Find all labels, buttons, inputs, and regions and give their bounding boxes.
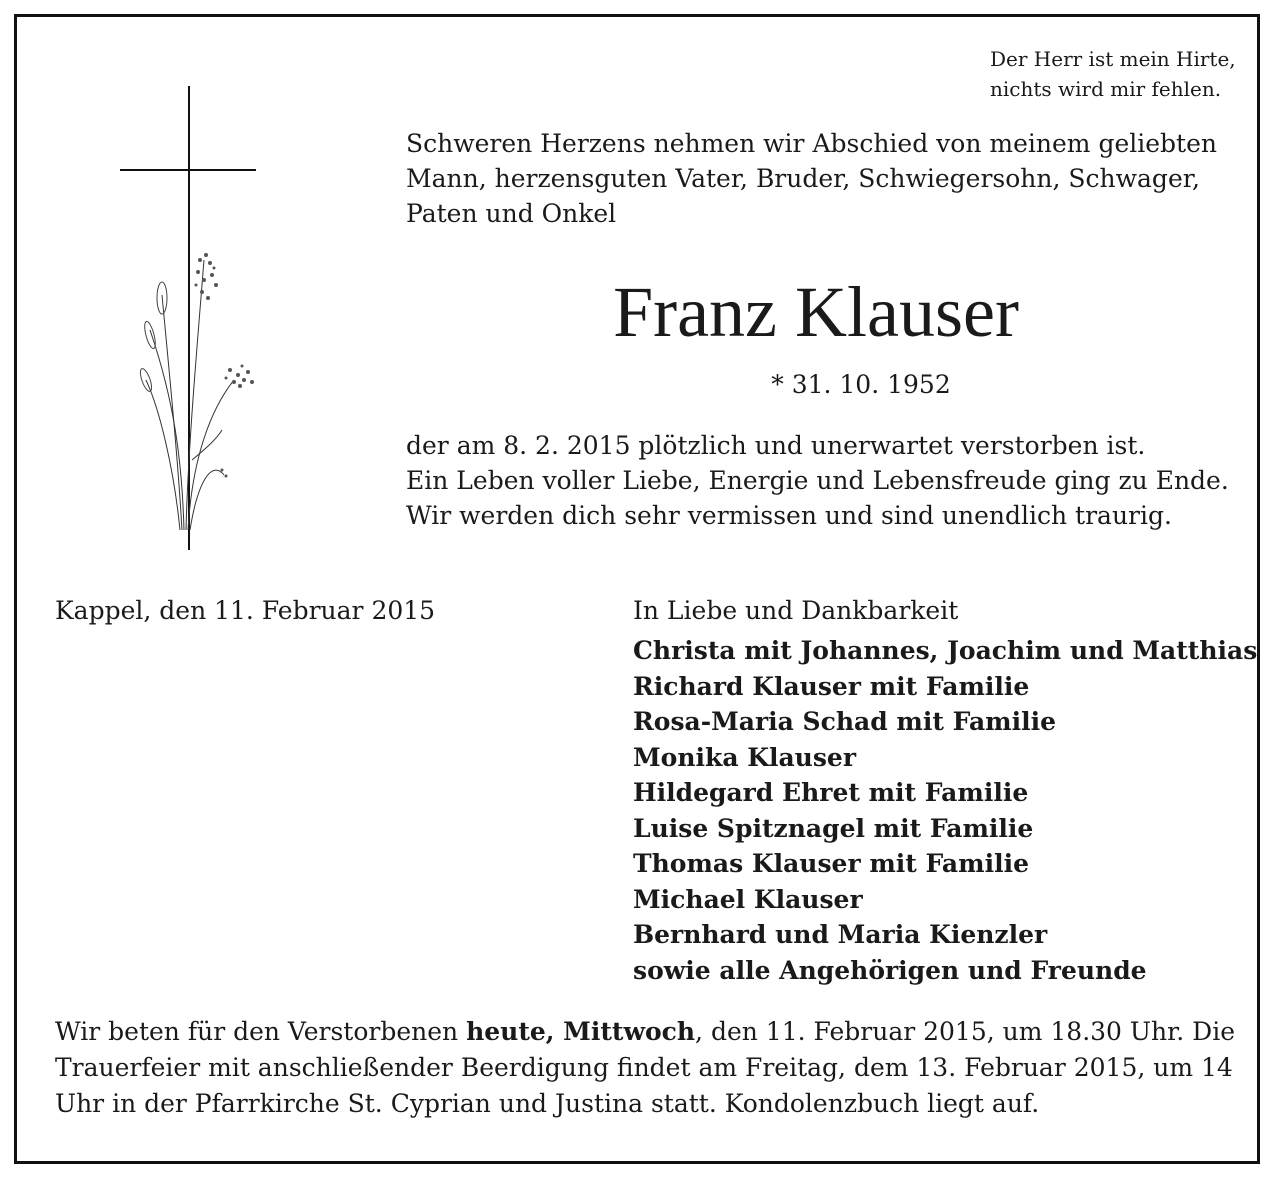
death-line: Wir werden dich sehr vermissen und sind unendlich traurig. <box>406 501 1172 530</box>
quote-line: Der Herr ist mein Hirte, <box>990 47 1236 71</box>
mourner-item: Bernhard und Maria Kienzler <box>633 920 1048 949</box>
mourner-item: Christa mit Johannes, Joachim und Matthias <box>633 636 1258 665</box>
mourner-item: sowie alle Angehörigen und Freunde <box>633 955 1147 985</box>
intro-line: Paten und Onkel <box>406 199 617 228</box>
intro-line: Mann, herzensguten Vater, Bruder, Schwiegersohn, Schwager, <box>406 164 1200 193</box>
service-info-text: Wir beten für den Verstorbenen <box>55 1017 467 1046</box>
death-line: der am 8. 2. 2015 plötzlich und unerwartet verstorben ist. <box>406 431 1146 460</box>
mourner-item: Luise Spitznagel mit Familie <box>633 813 1034 843</box>
service-info-text: , den 11. Februar 2015, um 18.30 Uhr. Die Trauerfeier mit anschließender Beerdigung findet am Freitag, dem 13. Februar 2015, um 14 Uhr in der Pfarrkirche St. Cyprian und Justina statt. Kondolenzbuch liegt auf. <box>55 1017 1236 1118</box>
mourner-item: Michael Klauser <box>633 884 863 914</box>
mourner-item: Thomas Klauser mit Familie <box>633 849 1029 878</box>
mourner-item: Richard Klauser mit Familie <box>633 671 1030 701</box>
service-info-highlight: heute, Mittwoch <box>466 1017 696 1046</box>
intro-text <box>406 126 1217 231</box>
quote-line: nichts wird mir fehlen. <box>990 77 1222 101</box>
thanks-line: In Liebe und Dankbarkeit <box>633 596 959 625</box>
death-text <box>406 428 1229 533</box>
mourners-list <box>633 633 1257 988</box>
death-line: Ein Leben voller Liebe, Energie und Lebensfreude ging zu Ende. <box>406 466 1229 495</box>
intro-line: Schweren Herzens nehmen wir Abschied von meinem geliebten <box>406 129 1217 158</box>
place-date: Kappel, den 11. Februar 2015 <box>55 596 436 625</box>
mourner-item: Rosa-Maria Schad mit Familie <box>633 707 1057 736</box>
birth-date: * 31. 10. 1952 <box>771 370 951 399</box>
service-info <box>55 1014 1235 1122</box>
mourner-item: Monika Klauser <box>633 742 856 772</box>
mourner-item: Hildegard Ehret mit Familie <box>633 778 1029 807</box>
bible-quote <box>990 44 1236 104</box>
cross-with-grasses-icon <box>112 80 282 554</box>
deceased-name: Franz Klauser <box>613 272 1019 352</box>
